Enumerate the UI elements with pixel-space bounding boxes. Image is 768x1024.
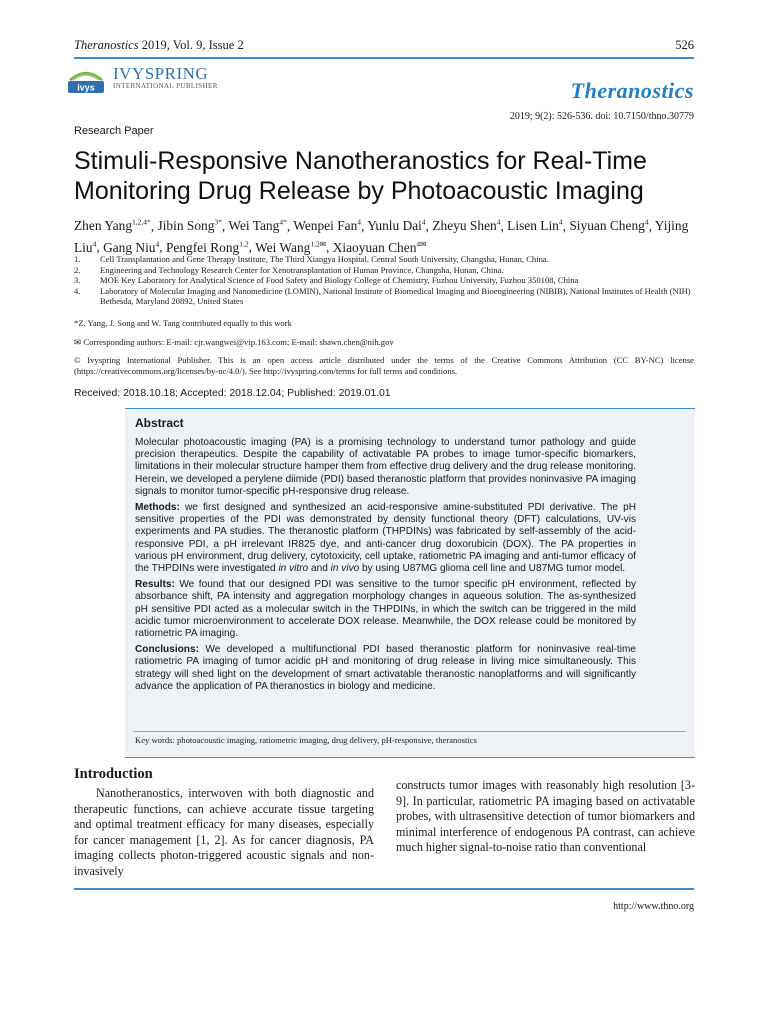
methods-label: Methods: [135, 502, 180, 514]
journal-name: Theranostics [74, 38, 139, 52]
keywords: Key words: photoacoustic imaging, ratiometric imaging, drug delivery, pH-responsive, theranostics [135, 735, 477, 745]
abstract-heading: Abstract [135, 416, 184, 430]
affiliation-item: 2. Engineering and Technology Research Center for Xenotransplantation of Human Province, Changsha, Hunan, China. [74, 264, 504, 275]
license-statement: © Ivyspring International Publisher. This is an open access article distributed under the terms of the Creative Commons Attribution (CC BY-NC) license (https://creativecommons.org/licenses/by-nc/4.0/). See http://ivyspring.com/terms for full terms and conditions. [74, 355, 694, 376]
author: Yijing Liu$^4$ [74, 218, 689, 255]
abstract-conclusions: Conclusions: We developed a multifunctional PDI based theranostic platform for noninvasive real-time ratiometric PA imaging of tumor acidic pH and monitoring of drug release in living mice simultaneously. This strategy will shed light on the development of smart activatable theranostic nanoplatforms and will significantly advance the application of PA theranostics in biology and medicine. [135, 644, 636, 692]
article-type: Research Paper [74, 125, 154, 137]
author: Wenpei Fan$^4$ [293, 218, 362, 234]
corresponding-authors: ✉ Corresponding authors: E-mail: cjr.wangwei@vip.163.com; E-mail: shawn.chen@nih.gov [74, 337, 394, 347]
abstract-results: Results: We found that our designed PDI was sensitive to the tumor specific pH environment, reflected by absorbance shift, PA intensity and aggregation morphology changes in aqueous solution. The as-synthesized pH sensitive PDI acted as a molecular switch in the THPDINs, in which the switch can be triggered in the mild acidic tumor microenvironment to accelerate DOX release. Meanwhile, the DOX release could be monitored by ratiometric PA imaging. [135, 579, 636, 640]
footer-rule [74, 888, 694, 890]
author: Zheyu Shen$^4$ [432, 218, 501, 234]
results-label: Results: [135, 579, 175, 591]
publisher-subtitle: INTERNATIONAL PUBLISHER [113, 82, 218, 90]
author: Gang Niu$^4$ [103, 239, 160, 255]
introduction-right-column: constructs tumor images with reasonably high resolution [3-9]. In particular, ratiometric PA imaging based on activatable probes, with ultrasensitive detection of tumor biomarkers and minimal interference of endogenous PA contrast, can achieve much higher signal-to-noise ratio than conventional [396, 778, 695, 855]
publisher-logo-letters: ivys [77, 82, 95, 93]
affiliation-item: 1. Cell Transplantation and Gene Therapy Institute, The Third Xiangya Hospital, Central South University, Changsha, Hunan, China. [74, 254, 549, 264]
journal-logo: Theranostics [570, 78, 694, 103]
author: Xiaoyuan Chen$^{4✉}$ [332, 239, 427, 255]
citation: 2019; 9(2): 526-536. doi: 10.7150/thno.30779 [509, 111, 694, 122]
article-title: Stimuli-Responsive Nanotheranostics for Real-Time Monitoring Drug Release by Photoacoustic Imaging [74, 147, 647, 205]
abstract-methods: Methods: we first designed and synthesized an acid-responsive amine-substituted PDI derivative. The pH sensitive properties of the PDI was demonstrated by density functional theory (DFT) calculations, UV-vis experiments and PA studies. The theranostic platform (THPDINs) was fabricated by self-assembly of the acid-responsive PDI, a pH irrelevant IR825 dye, and anti-cancer drug doxorubicin (DOX). The PA properties in various pH environment, drug delivery, cytotoxicity, cell uptake, ratiometric PA imaging and anti-tumor efficacy of the THPDINs were investigated in vitro and in vivo by using U87MG glioma cell line and U87MG tumor model. [135, 502, 636, 575]
running-header [74, 38, 694, 56]
author: Jibin Song$^{3*}$ [157, 218, 222, 234]
header-rule [74, 57, 694, 59]
conclusions-label: Conclusions: [135, 644, 199, 656]
keywords-divider [133, 731, 686, 732]
author: Wei Tang$^{4*}$ [228, 218, 287, 234]
equal-contribution-note: *Z. Yang, J. Song and W. Tang contributed equally to this work [74, 318, 292, 328]
introduction-heading: Introduction [74, 766, 153, 782]
article-dates: Received: 2018.10.18; Accepted: 2018.12.04; Published: 2019.01.01 [74, 388, 391, 399]
page-number: 526 [675, 38, 694, 52]
affiliation-item: 4. Laboratory of Molecular Imaging and Nanomedicine (LOMIN), National Institute of Biomedical Imaging and Bioengineering (NIBIB), National Institutes of Health (NIH) Bethesda, Maryland 20892, United States [74, 285, 691, 306]
author: Siyuan Cheng$^4$ [569, 218, 649, 234]
author-list: Zhen Yang$^{1,2,4*}$, Jibin Song$^{3*}$, Wei Tang$^{4*}$, Wenpei Fan$^4$, Yunlu Dai$^4$, Zheyu Shen$^4$, Lisen Lin$^4$, Siyuan Cheng$^4$, Yijing Liu$^4$, Gang Niu$^4$, Pengfei Rong$^{1,2}$, Wei Wang$^{1,2✉}$, Xiaoyuan Chen$^{4✉}$ [74, 218, 689, 255]
footer-url[interactable]: http://www.thno.org [613, 901, 694, 912]
author: Yunlu Dai$^4$ [367, 218, 426, 234]
author: Wei Wang$^{1,2✉}$ [255, 239, 327, 255]
abstract-body [135, 437, 636, 697]
author: Lisen Lin$^4$ [507, 218, 563, 234]
author: Pengfei Rong$^{1,2}$ [165, 239, 249, 255]
volume-issue: 2019, Vol. 9, Issue 2 [138, 38, 244, 52]
publisher-name: IVYSPRING [113, 64, 209, 83]
affiliation-item: 3. MOE Key Laboratory for Analytical Science of Food Safety and Biology College of Chemistry, Fuzhou University, Fuzhou 350108, China [74, 275, 579, 285]
abstract-intro: Molecular photoacoustic imaging (PA) is a promising technology to understand tumor pathology and guide precision therapeutics. Despite the capability of activatable PA probes to image tumor-specific biomarkers, limitations in their molecular structure hamper them from effective drug delivery and the drug release monitoring. Herein, we developed a perylene diimide (PDI) based theranostic platform that provides noninvasive PA imaging signals to monitor tumor-specific pH-responsive drug release. [135, 437, 636, 497]
affiliation-list [74, 254, 698, 307]
author: Zhen Yang$^{1,2,4*}$ [74, 218, 151, 234]
introduction-left-column: Nanotheranostics, interwoven with both diagnostic and therapeutic functions, can achieve accurate tissue targeting and optimal treatment efficacy for many diseases, especially for cancer management [1, 2]. As for cancer diagnosis, PA imaging collects photon-triggered acoustic signals and non-invasively [74, 786, 374, 878]
ivyspring-logo-icon [66, 64, 106, 100]
